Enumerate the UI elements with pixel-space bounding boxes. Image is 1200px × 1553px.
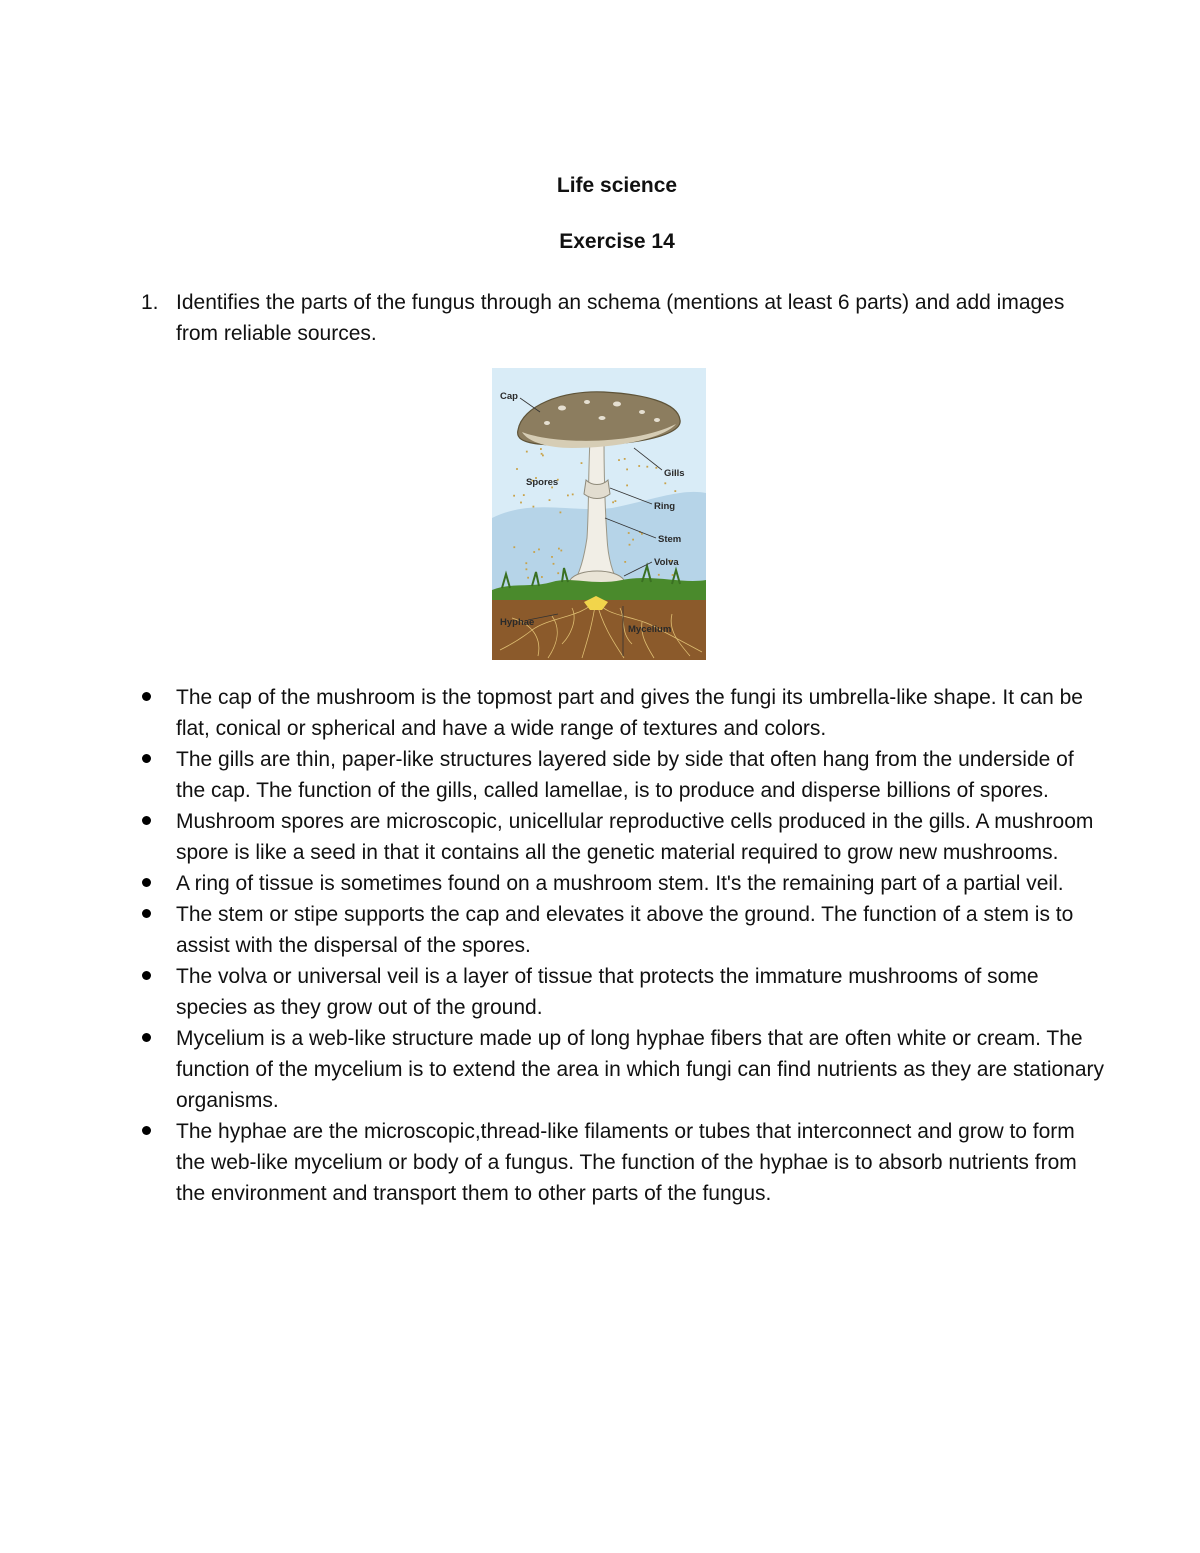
- spore-dot: [628, 532, 630, 534]
- spore-dot: [526, 451, 528, 453]
- spore-dot: [624, 458, 626, 460]
- list-item-text: A ring of tissue is sometimes found on a mushroom stem. It's the remaining part of a partial veil.: [176, 872, 1064, 895]
- diagram-label-ring: Ring: [654, 501, 676, 512]
- list-item-text: Mushroom spores are microscopic, unicellular reproductive cells produced in the gills. A mushroom spore is like a seed in that it contains all the genetic material required to grow new mushrooms.: [176, 810, 1094, 864]
- spore-dot: [560, 550, 562, 552]
- diagram-label-spores: Spores: [526, 477, 559, 488]
- list-item-text: The hyphae are the microscopic,thread-like filaments or tubes that interconnect and grow to form the web-like mycelium or body of a fungus. The function of the hyphae is to absorb nutrients from the environment and transport them to other parts of the fungus.: [176, 1120, 1077, 1205]
- spore-dot: [618, 459, 620, 461]
- spore-dot: [551, 556, 553, 558]
- list-item: [0, 806, 1106, 868]
- spore-dot: [533, 506, 535, 508]
- spore-dot: [538, 549, 540, 551]
- spore-dot: [542, 455, 544, 457]
- diagram-label-cap: Cap: [500, 391, 518, 402]
- list-item: [0, 868, 1106, 899]
- list-item-text: Mycelium is a web-like structure made up of long hyphae fibers that are often white or cream. The function of the mycelium is to extend the area in which fungi can find nutrients as they are stationary organisms.: [176, 1027, 1105, 1112]
- bullet-icon: [142, 754, 151, 763]
- spore-dot: [624, 561, 626, 563]
- spore-dot: [541, 576, 543, 578]
- spore-dot: [632, 539, 634, 541]
- spore-dot: [553, 563, 555, 565]
- bullet-icon: [142, 816, 151, 825]
- spore-dot: [674, 490, 676, 492]
- question-text: Identifies the parts of the fungus through an schema (mentions at least 6 parts) and add images from reliable sources.: [176, 291, 1065, 345]
- diagram-label-gills: Gills: [664, 468, 685, 479]
- spore-dot: [516, 468, 518, 470]
- bullet-icon: [142, 692, 151, 701]
- bullet-icon: [142, 1033, 151, 1042]
- document-title: Life science: [556, 174, 678, 197]
- spore-dot: [527, 577, 529, 579]
- spore-dot: [520, 502, 522, 504]
- spore-dot: [655, 467, 657, 469]
- spore-dot: [581, 462, 583, 464]
- spore-dot: [560, 512, 562, 514]
- mushroom-diagram-svg: [492, 368, 706, 660]
- mushroom-diagram: [492, 368, 706, 660]
- spore-dot: [557, 572, 559, 574]
- spore-dot: [646, 466, 648, 468]
- spore-dot: [638, 465, 640, 467]
- spore-dot: [549, 499, 551, 501]
- diagram-label-hyphae: Hyphae: [500, 617, 535, 628]
- parts-description-list: [0, 682, 1200, 1209]
- list-item-text: The cap of the mushroom is the topmost part and gives the fungi its umbrella-like shape. It can be flat, conical or spherical and have a wide range of textures and colors.: [176, 686, 1083, 740]
- list-item-text: The gills are thin, paper-like structures layered side by side that often hang from the underside of the cap. The function of the gills, called lamellae, is to produce and disperse billions of spores.: [176, 748, 1074, 802]
- bullet-icon: [142, 1126, 151, 1135]
- spore-dot: [612, 501, 614, 503]
- list-item: [0, 1116, 1106, 1209]
- spore-dot: [533, 551, 535, 553]
- spore-dot: [615, 500, 617, 502]
- spore-dot: [664, 482, 666, 484]
- diagram-label-stem: Stem: [658, 534, 682, 545]
- spore-dot: [626, 485, 628, 487]
- spore-dot: [526, 568, 528, 570]
- spore-dot: [558, 548, 560, 550]
- list-item: [0, 744, 1106, 806]
- spore-dot: [540, 448, 542, 450]
- document-subtitle: Exercise 14: [559, 230, 675, 253]
- bullet-icon: [142, 878, 151, 887]
- list-item: [0, 899, 1106, 961]
- spore-dot: [541, 453, 543, 455]
- spore-dot: [513, 546, 515, 548]
- bullet-icon: [142, 971, 151, 980]
- spore-dot: [629, 544, 631, 546]
- list-item: [0, 961, 1106, 1023]
- spore-dot: [658, 574, 660, 576]
- list-item: [0, 1023, 1106, 1116]
- spore-dot: [513, 495, 515, 497]
- list-item-text: The stem or stipe supports the cap and elevates it above the ground. The function of a stem is to assist with the dispersal of the spores.: [176, 903, 1074, 957]
- bullet-icon: [142, 909, 151, 918]
- spore-dot: [523, 494, 525, 496]
- spore-dot: [572, 494, 574, 496]
- spore-dot: [672, 574, 674, 576]
- question-number: 1.: [141, 291, 159, 314]
- diagram-label-volva: Volva: [654, 557, 679, 568]
- spore-dot: [626, 469, 628, 471]
- spore-dot: [641, 533, 643, 535]
- list-item-text: The volva or universal veil is a layer of tissue that protects the immature mushrooms of some species as they grow out of the ground.: [176, 965, 1039, 1019]
- diagram-label-mycelium: Mycelium: [628, 624, 672, 635]
- spore-dot: [525, 562, 527, 564]
- list-item: [0, 682, 1106, 744]
- spore-dot: [567, 495, 569, 497]
